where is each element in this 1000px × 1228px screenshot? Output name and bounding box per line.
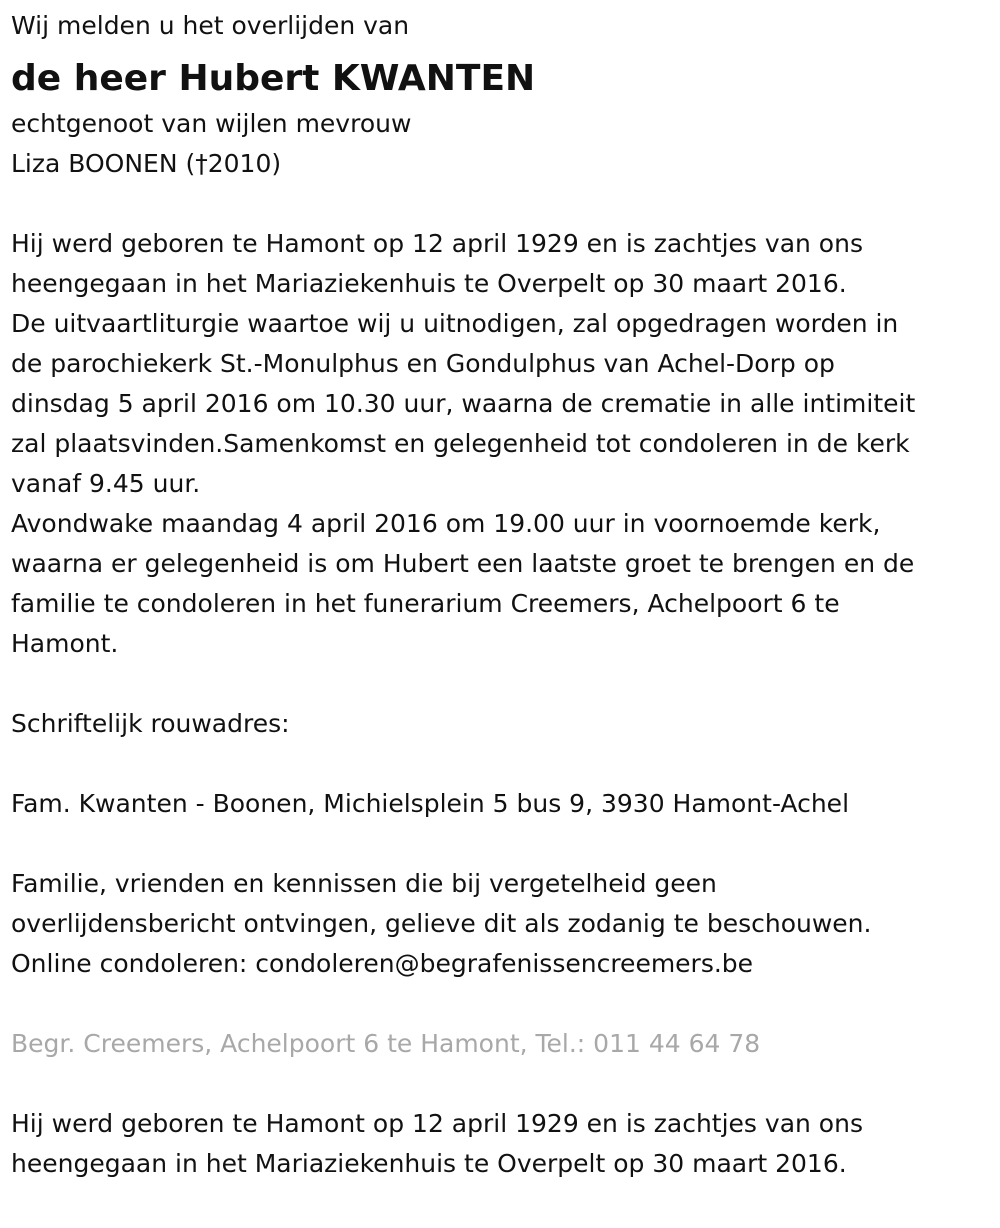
closing-line: Online condoleren: condoleren@begrafenissencreemers.be bbox=[11, 949, 754, 978]
body-line: de parochiekerk St.-Monulphus en Gondulphus van Achel-Dorp op bbox=[11, 349, 835, 378]
spacer bbox=[11, 664, 996, 704]
closing-text bbox=[11, 864, 996, 984]
body-line: familie te condoleren in het funerarium Creemers, Achelpoort 6 te bbox=[11, 589, 840, 618]
body-line: heengegaan in het Mariaziekenhuis te Overpelt op 30 maart 2016. bbox=[11, 269, 847, 298]
body-line: vanaf 9.45 uur. bbox=[11, 469, 201, 498]
notice-body bbox=[11, 224, 996, 664]
address-label: Schriftelijk rouwadres: bbox=[11, 709, 290, 738]
mourning-address: Fam. Kwanten - Boonen, Michielsplein 5 bus 9, 3930 Hamont-Achel bbox=[11, 789, 850, 818]
body-line: Hamont. bbox=[11, 629, 119, 658]
spouse-line-2: Liza BOONEN (†2010) bbox=[11, 149, 282, 178]
closing-line: Familie, vrienden en kennissen die bij vergetelheid geen bbox=[11, 869, 717, 898]
repeat-line: heengegaan in het Mariaziekenhuis te Overpelt op 30 maart 2016. bbox=[11, 1149, 847, 1178]
undertaker-info: Begr. Creemers, Achelpoort 6 te Hamont, Tel.: 011 44 64 78 bbox=[11, 1029, 761, 1058]
spacer bbox=[11, 744, 996, 784]
spacer bbox=[11, 1064, 996, 1104]
body-line: Hij werd geboren te Hamont op 12 april 1929 en is zachtjes van ons bbox=[11, 229, 863, 258]
body-line: De uitvaartliturgie waartoe wij u uitnodigen, zal opgedragen worden in bbox=[11, 309, 899, 338]
body-line: zal plaatsvinden.Samenkomst en gelegenheid tot condoleren in de kerk bbox=[11, 429, 910, 458]
intro-text: Wij melden u het overlijden van bbox=[11, 11, 410, 40]
body-line: Avondwake maandag 4 april 2016 om 19.00 uur in voornoemde kerk, bbox=[11, 509, 881, 538]
closing-line: overlijdensbericht ontvingen, gelieve dit als zodanig te beschouwen. bbox=[11, 909, 872, 938]
deceased-name: de heer Hubert KWANTEN bbox=[11, 58, 536, 99]
body-line: waarna er gelegenheid is om Hubert een laatste groet te brengen en de bbox=[11, 549, 915, 578]
body-line: dinsdag 5 april 2016 om 10.30 uur, waarna de crematie in alle intimiteit bbox=[11, 389, 916, 418]
repeated-text bbox=[11, 1104, 996, 1184]
spacer bbox=[11, 824, 996, 864]
death-notice bbox=[11, 0, 996, 1184]
spacer bbox=[11, 184, 996, 224]
spouse-line-1: echtgenoot van wijlen mevrouw bbox=[11, 109, 412, 138]
repeat-line: Hij werd geboren te Hamont op 12 april 1929 en is zachtjes van ons bbox=[11, 1109, 863, 1138]
spacer bbox=[11, 984, 996, 1024]
